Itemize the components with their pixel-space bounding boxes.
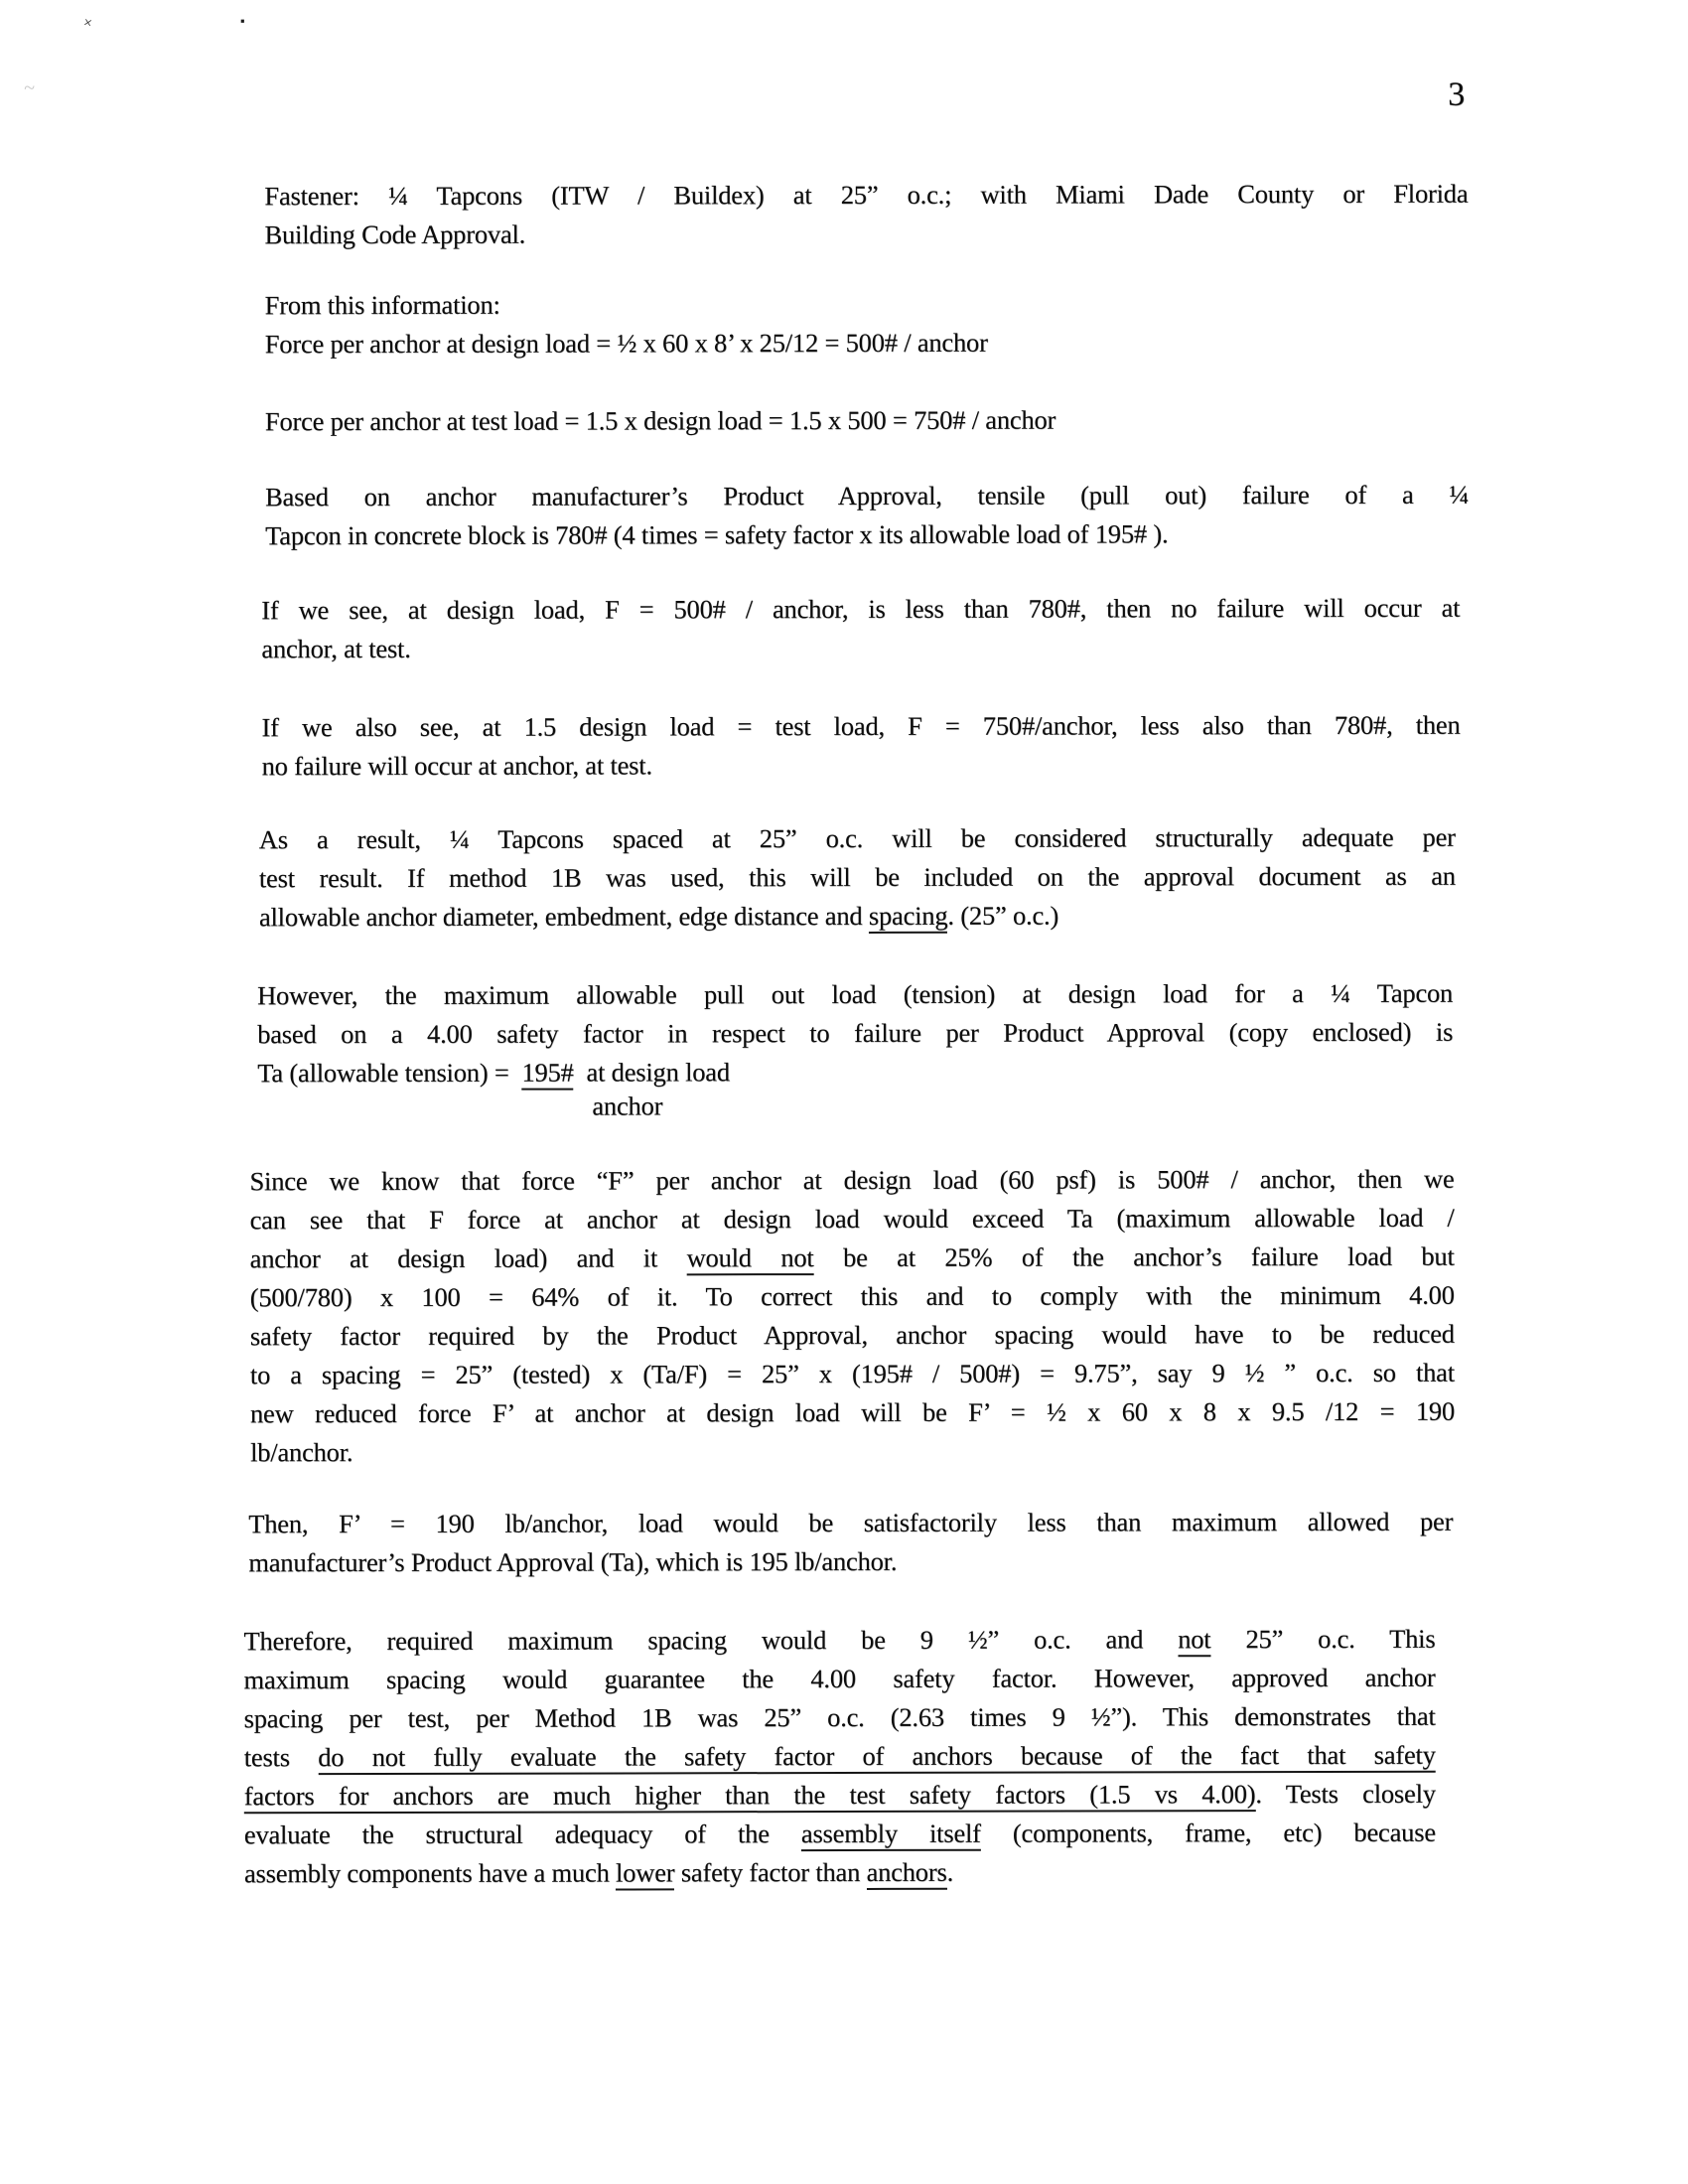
underlined-text: assembly itself xyxy=(801,1819,981,1851)
text-line xyxy=(244,1775,1436,1817)
text-run: tests xyxy=(243,1742,319,1773)
text-run: . Tests closely xyxy=(1255,1778,1436,1810)
text-run: at design load xyxy=(573,1057,730,1088)
text-run: Force per anchor at design load = ½ x 60 x 8’ x 25/12 = 500# / anchor xyxy=(264,327,988,360)
paragraph-based-on-product-approval xyxy=(265,476,1469,556)
text-run: safety factor required by the Product Approval, anchor spacing would have to be reduced xyxy=(249,1318,1455,1352)
text-run: From this information: xyxy=(264,289,500,321)
text-run: to a spacing = 25” (tested) x (Ta/F) = 25” x (195# / 500#) = 9.75”, say 9 ½ ” o.c. so that xyxy=(249,1357,1455,1390)
text-line xyxy=(250,1199,1455,1240)
underlined-text: factors for anchors are much higher than the test safety factors (1.5 vs 4.00) xyxy=(244,1779,1256,1814)
paragraph-as-a-result xyxy=(259,818,1456,938)
text-run: no failure will occur at anchor, at test. xyxy=(261,750,652,782)
paragraph-then-f-prime xyxy=(248,1503,1453,1583)
text-line xyxy=(259,896,1456,938)
text-run: lb/anchor. xyxy=(250,1437,353,1468)
text-run: . xyxy=(946,1856,954,1887)
underlined-text: do not fully evaluate the safety factor of anchors because of the fact that safety xyxy=(318,1740,1436,1775)
text-line xyxy=(244,1814,1436,1855)
text-run: anchor, at test. xyxy=(261,633,411,664)
text-run: allowable anchor diameter, embedment, edge distance and xyxy=(258,900,869,933)
paragraph-if-we-see xyxy=(261,589,1460,669)
text-run: Building Code Approval. xyxy=(264,218,526,250)
underlined-text: not xyxy=(1178,1624,1210,1657)
text-line xyxy=(250,1315,1455,1357)
text-run: spacing per test, per Method 1B was 25” o.c. (2.63 times 9 ½”). This demonstrates that xyxy=(243,1700,1436,1734)
text-line xyxy=(265,476,1469,517)
text-run: Ta (allowable tension) = xyxy=(257,1057,522,1089)
text-line xyxy=(257,1052,1453,1093)
text-run: As a result, ¼ Tapcons spaced at 25” o.c. will be considered structurally adequate per xyxy=(258,821,1456,855)
paragraph-anchor-denominator xyxy=(592,1087,662,1125)
text-line xyxy=(250,1354,1455,1395)
text-line xyxy=(592,1087,662,1125)
text-run: Then, F’ = 190 lb/anchor, load would be satisfactorily less than maximum allowed per xyxy=(248,1506,1454,1539)
text-line xyxy=(243,1620,1435,1662)
text-line xyxy=(265,323,1469,364)
text-line xyxy=(250,1276,1455,1318)
text-line xyxy=(265,514,1469,556)
text-run: new reduced force F’ at anchor at design load will be F’ = ½ x 60 x 8 x 9.5 /12 = 190 xyxy=(249,1395,1456,1429)
text-line xyxy=(248,1541,1453,1583)
text-run: If we see, at design load, F = 500# / anchor, is less than 780#, then no failure will occur at xyxy=(261,592,1461,626)
text-line xyxy=(261,628,1460,669)
text-run: . (25” o.c.) xyxy=(947,900,1059,931)
scan-speck-icon: × xyxy=(81,14,94,33)
text-line xyxy=(265,284,1469,326)
text-run: assembly components have a much xyxy=(243,1857,617,1889)
underlined-text: spacing xyxy=(869,901,948,934)
text-line xyxy=(250,1392,1455,1434)
text-line xyxy=(264,214,1468,255)
paragraph-since-we-know xyxy=(249,1160,1455,1473)
text-run: (components, frame, etc) because xyxy=(980,1817,1436,1848)
text-run: Fastener: ¼ Tapcons (ITW / Buildex) at 25” o.c.; with Miami Dade County or Florida xyxy=(264,178,1469,212)
text-line xyxy=(259,857,1456,899)
paragraph-however-maximum-allowable xyxy=(257,974,1453,1093)
text-run: anchor xyxy=(592,1091,663,1121)
page-number: 3 xyxy=(1448,75,1466,113)
text-run: Therefore, required maximum spacing would be 9 ½” o.c. and xyxy=(243,1624,1179,1657)
text-line xyxy=(257,1013,1453,1055)
text-line xyxy=(244,1736,1436,1778)
text-run: anchor at design load) and it xyxy=(249,1242,687,1274)
text-line xyxy=(264,175,1468,217)
underlined-text: lower xyxy=(616,1857,674,1890)
text-line xyxy=(248,1503,1453,1544)
text-line xyxy=(244,1852,1436,1894)
text-run: safety factor than xyxy=(674,1856,867,1888)
text-line xyxy=(261,706,1460,748)
text-run: be at 25% of the anchor’s failure load but xyxy=(813,1240,1455,1273)
text-line xyxy=(244,1659,1436,1700)
text-run: Tapcon in concrete block is 780# (4 times = safety factor x its allowable load of 195# ). xyxy=(265,518,1169,551)
text-run: evaluate the structural adequacy of the xyxy=(243,1819,801,1850)
text-line xyxy=(261,589,1460,631)
text-run: (500/780) x 100 = 64% of it. To correct this and to comply with the minimum 4.00 xyxy=(249,1279,1455,1313)
text-run: test result. If method 1B was used, this will be included on the approval document as an xyxy=(258,860,1456,894)
text-line xyxy=(250,1431,1455,1473)
text-run: maximum spacing would guarantee the 4.00 safety factor. However, approved anchor xyxy=(243,1662,1436,1695)
text-run: based on a 4.00 safety factor in respect to failure per Product Approval (copy enclosed) is xyxy=(257,1016,1454,1050)
text-line xyxy=(265,400,1469,442)
text-line xyxy=(257,974,1453,1016)
underlined-text: 195# xyxy=(521,1058,573,1091)
text-line xyxy=(259,818,1456,860)
text-run: can see that F force at anchor at design load would exceed Ta (maximum allowable load / xyxy=(249,1202,1455,1236)
paragraph-fastener xyxy=(264,175,1468,255)
underlined-text: anchors xyxy=(867,1857,947,1890)
text-line xyxy=(249,1160,1454,1202)
text-line xyxy=(250,1238,1455,1279)
scan-squiggle-icon: ~ xyxy=(24,76,36,99)
paragraph-therefore-required-spacing xyxy=(243,1620,1436,1894)
text-run: If we also see, at 1.5 design load = test load, F = 750#/anchor, less also than 780#, then xyxy=(261,709,1461,743)
text-line xyxy=(244,1697,1436,1739)
scan-speck-icon: ▪ xyxy=(240,13,245,29)
underlined-text: would not xyxy=(687,1242,814,1275)
text-run: 25” o.c. This xyxy=(1210,1623,1436,1655)
paragraph-force-per-anchor-test-load xyxy=(265,400,1469,442)
paragraph-from-this-information xyxy=(265,284,1469,364)
text-run: Force per anchor at test load = 1.5 x design load = 1.5 x 500 = 750# / anchor xyxy=(264,404,1056,437)
text-run: manufacturer’s Product Approval (Ta), which is 195 lb/anchor. xyxy=(248,1545,898,1578)
paragraph-if-we-also-see xyxy=(261,706,1460,787)
text-run: Since we know that force “F” per anchor at design load (60 psf) is 500# / anchor, then we xyxy=(249,1163,1455,1197)
text-line xyxy=(262,745,1461,787)
text-run: Based on anchor manufacturer’s Product Approval, tensile (pull out) failure of a ¼ xyxy=(265,479,1470,512)
text-run: However, the maximum allowable pull out load (tension) at design load for a ¼ Tapcon xyxy=(257,977,1454,1011)
